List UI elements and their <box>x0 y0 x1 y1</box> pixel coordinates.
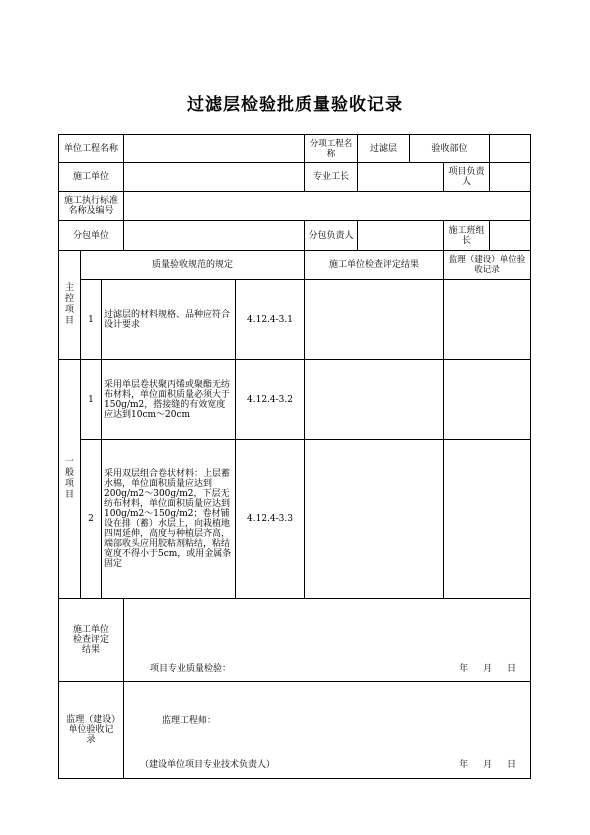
item-code: 4.12.4-3.1 <box>236 280 305 360</box>
supervisor-record-header: 监理（建设）单位验收记录 <box>444 251 531 280</box>
owner-technical-lead-note: （建设单位项目专业技术负责人） <box>140 760 276 770</box>
supervisor-check-label: 监理（建设）单位验收记录 <box>59 682 124 779</box>
supervisor-check-date: 年 月 日 <box>459 760 523 770</box>
team-leader-field[interactable] <box>490 221 531 251</box>
item-code: 4.12.4-3.3 <box>236 440 305 599</box>
project-manager-label: 项目负责人 <box>444 163 490 192</box>
contractor-result-cell[interactable] <box>305 280 444 360</box>
standard-field[interactable] <box>124 192 531 221</box>
sub-project-label: 分项工程名称 <box>305 135 358 163</box>
contractor-check-date: 年 月 日 <box>459 664 523 674</box>
contractor-check-cell[interactable] <box>124 599 531 682</box>
item-code: 4.12.4-3.2 <box>236 360 305 440</box>
header-row-3 <box>59 192 531 221</box>
subcontract-manager-label: 分包负责人 <box>305 221 358 251</box>
standard-label: 施工执行标准名称及编号 <box>59 192 124 221</box>
contractor-result-cell[interactable] <box>305 440 444 599</box>
column-header-row <box>59 251 531 280</box>
project-manager-field[interactable] <box>490 163 531 192</box>
team-leader-label: 施工班组长 <box>444 221 490 251</box>
item-number: 2 <box>81 440 102 599</box>
supervising-engineer-label: 监理工程师： <box>162 716 217 726</box>
table-row <box>59 280 531 360</box>
item-requirement: 采用双层组合卷状材料：上层蓄水棉，单位面积质量应达到200g/m2～300g/m2，下层无纺布材料，单位面积质量应达到100g/m2～150g/m2；卷材铺设在排（蓄）水层上，向栽植地四周延伸，高度与种植层齐高，端部收头应用胶粘剂粘结，粘结宽度不得小于5cm，或用金属条固定 <box>102 440 236 599</box>
inspection-record-table <box>58 134 531 779</box>
acceptance-part-label: 验收部位 <box>410 135 490 163</box>
project-name-field[interactable] <box>124 135 305 163</box>
subcontractor-field[interactable] <box>124 221 305 251</box>
header-row-2 <box>59 163 531 192</box>
sub-project-value: 过滤层 <box>358 135 410 163</box>
page-title: 过滤层检验批质量验收记录 <box>187 95 403 115</box>
general-label: 一般项目 <box>59 360 81 599</box>
supervisor-record-cell[interactable] <box>444 360 531 440</box>
supervisor-record-cell[interactable] <box>444 440 531 599</box>
contractor-result-cell[interactable] <box>305 360 444 440</box>
contractor-result-header: 施工单位检查评定结果 <box>305 251 444 280</box>
supervisor-record-cell[interactable] <box>444 280 531 360</box>
supervisor-check-cell[interactable] <box>124 682 531 779</box>
contractor-check-row <box>59 599 531 682</box>
main-control-label: 主控项目 <box>59 251 81 360</box>
item-number: 1 <box>81 280 102 360</box>
supervisor-check-row <box>59 682 531 779</box>
header-row-1 <box>59 135 531 163</box>
project-name-label: 单位工程名称 <box>59 135 124 163</box>
foreman-field[interactable] <box>358 163 444 192</box>
quality-inspector-signature-label: 项目专业质量检验： <box>150 664 232 674</box>
contractor-field[interactable] <box>124 163 305 192</box>
item-number: 1 <box>81 360 102 440</box>
header-row-4 <box>59 221 531 251</box>
item-requirement: 过滤层的材料规格、品种应符合设计要求 <box>102 280 236 360</box>
table-row <box>59 440 531 599</box>
foreman-label: 专业工长 <box>305 163 358 192</box>
subcontract-manager-field[interactable] <box>358 221 444 251</box>
table-row <box>59 360 531 440</box>
contractor-label: 施工单位 <box>59 163 124 192</box>
item-requirement: 采用单层卷状聚丙烯或聚酯无纺布材料，单位面积质量必须大于150g/m2，搭接缝的有效宽度应达到10cm～20cm <box>102 360 236 440</box>
acceptance-part-field[interactable] <box>490 135 531 163</box>
subcontractor-label: 分包单位 <box>59 221 124 251</box>
contractor-check-label: 施工单位检查评定结果 <box>59 599 124 682</box>
spec-column-header: 质量验收规范的规定 <box>81 251 305 280</box>
